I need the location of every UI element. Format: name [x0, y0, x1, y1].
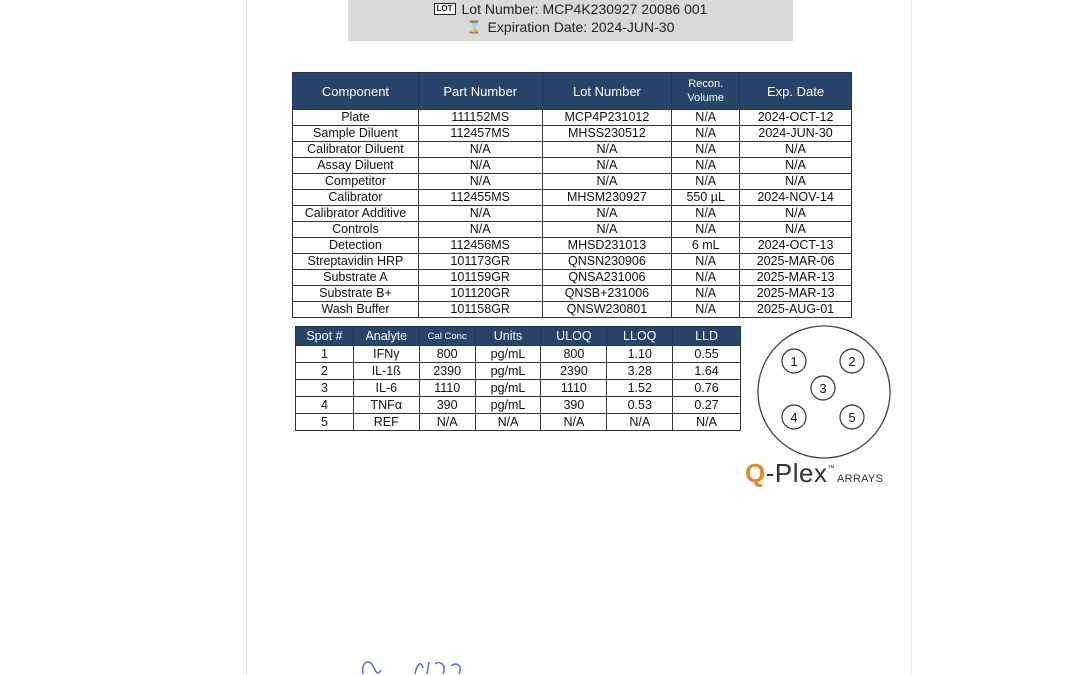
cell-lot-number: QNSN230906 — [542, 254, 672, 270]
cell-spot: 4 — [296, 397, 354, 414]
cell-part-number: N/A — [418, 142, 542, 158]
cell-recon-volume: N/A — [672, 254, 740, 270]
cell-cal-conc: 800 — [419, 346, 475, 363]
component-row — [293, 254, 852, 270]
header-lot-number: Lot Number — [542, 73, 672, 110]
cell-lot-number: N/A — [542, 222, 672, 238]
cell-component: Streptavidin HRP — [293, 254, 419, 270]
cell-part-number: N/A — [418, 174, 542, 190]
lot-number-line — [348, 0, 793, 18]
cell-spot: 5 — [296, 414, 354, 431]
cell-component: Detection — [293, 238, 419, 254]
cell-recon-volume: N/A — [672, 286, 740, 302]
cell-lld: N/A — [673, 414, 741, 431]
cell-recon-volume: N/A — [672, 222, 740, 238]
cell-lot-number: N/A — [542, 206, 672, 222]
cell-recon-volume: N/A — [672, 126, 740, 142]
cell-uloq: 390 — [541, 397, 607, 414]
cell-component: Calibrator Additive — [293, 206, 419, 222]
cell-component: Controls — [293, 222, 419, 238]
component-row — [293, 190, 852, 206]
cell-lot-number: QNSW230801 — [542, 302, 672, 318]
header-lloq: LLOQ — [607, 327, 673, 346]
cell-exp-date: N/A — [740, 174, 852, 190]
cell-recon-volume: N/A — [672, 158, 740, 174]
header-cal-conc: Cal Conc — [419, 327, 475, 346]
header-recon-volume: Recon. Volume — [672, 73, 740, 110]
component-row — [293, 222, 852, 238]
cell-part-number: N/A — [418, 206, 542, 222]
cell-units: N/A — [475, 414, 541, 431]
cell-cal-conc: N/A — [419, 414, 475, 431]
cell-uloq: 800 — [541, 346, 607, 363]
cell-lot-number: MHSM230927 — [542, 190, 672, 206]
cell-exp-date: 2025-MAR-06 — [740, 254, 852, 270]
component-row — [293, 158, 852, 174]
spot-row — [296, 363, 741, 380]
cell-component: Substrate B+ — [293, 286, 419, 302]
cell-component: Assay Diluent — [293, 158, 419, 174]
cell-uloq: N/A — [541, 414, 607, 431]
cell-exp-date: 2024-JUN-30 — [740, 126, 852, 142]
cell-lld: 0.27 — [673, 397, 741, 414]
cell-component: Competitor — [293, 174, 419, 190]
cell-units: pg/mL — [475, 363, 541, 380]
cell-lot-number: MCP4P231012 — [542, 110, 672, 126]
spots-header-row — [296, 327, 741, 346]
logo-arrays: ARRAYS — [836, 473, 884, 485]
qplex-logo — [745, 458, 883, 489]
cell-lld: 1.64 — [673, 363, 741, 380]
header-lld: LLD — [673, 327, 741, 346]
lot-info-header — [348, 0, 793, 41]
cell-spot: 3 — [296, 380, 354, 397]
spot-label-2: 2 — [848, 354, 856, 369]
cell-lot-number: N/A — [542, 158, 672, 174]
spot-row — [296, 380, 741, 397]
cell-exp-date: 2024-NOV-14 — [740, 190, 852, 206]
cell-lld: 0.55 — [673, 346, 741, 363]
cell-analyte: IL-6 — [353, 380, 419, 397]
spot-label-4: 4 — [790, 410, 798, 425]
logo-plex: -Plex — [765, 458, 828, 488]
expiration-line — [348, 18, 793, 36]
cell-analyte: REF — [353, 414, 419, 431]
cell-units: pg/mL — [475, 397, 541, 414]
spot-label-5: 5 — [848, 410, 856, 425]
spot-label-3: 3 — [819, 381, 827, 396]
cell-part-number: 111152MS — [418, 110, 542, 126]
cell-part-number: 112456MS — [418, 238, 542, 254]
cell-lot-number: N/A — [542, 174, 672, 190]
cell-exp-date: 2025-AUG-01 — [740, 302, 852, 318]
component-row — [293, 270, 852, 286]
cell-lld: 0.76 — [673, 380, 741, 397]
cell-component: Sample Diluent — [293, 126, 419, 142]
cell-part-number: 101159GR — [418, 270, 542, 286]
header-analyte: Analyte — [353, 327, 419, 346]
cell-recon-volume: N/A — [672, 206, 740, 222]
cell-part-number: N/A — [418, 222, 542, 238]
cell-part-number: 101120GR — [418, 286, 542, 302]
cell-lot-number: MHSS230512 — [542, 126, 672, 142]
cell-component: Plate — [293, 110, 419, 126]
cell-recon-volume: N/A — [672, 270, 740, 286]
cell-exp-date: N/A — [740, 142, 852, 158]
component-row — [293, 286, 852, 302]
cell-exp-date: 2025-MAR-13 — [740, 286, 852, 302]
component-row — [293, 142, 852, 158]
components-header-row — [293, 73, 852, 110]
cell-analyte: IFNγ — [353, 346, 419, 363]
cell-recon-volume: N/A — [672, 302, 740, 318]
cell-uloq: 2390 — [541, 363, 607, 380]
component-row — [293, 206, 852, 222]
logo-q: Q — [745, 458, 766, 488]
expiration-date-text: Expiration Date: 2024-JUN-30 — [487, 19, 675, 35]
cell-analyte: TNFα — [353, 397, 419, 414]
cell-lot-number: MHSD231013 — [542, 238, 672, 254]
cell-lloq: 0.53 — [607, 397, 673, 414]
cell-lloq: 1.52 — [607, 380, 673, 397]
cell-exp-date: 2024-OCT-13 — [740, 238, 852, 254]
component-row — [293, 302, 852, 318]
cell-part-number: 112457MS — [418, 126, 542, 142]
spots-body — [296, 346, 741, 431]
cell-component: Calibrator — [293, 190, 419, 206]
logo-trademark: ™ — [827, 465, 835, 472]
cell-exp-date: N/A — [740, 206, 852, 222]
header-uloq: ULOQ — [541, 327, 607, 346]
component-row — [293, 174, 852, 190]
spot-row — [296, 346, 741, 363]
cell-component: Wash Buffer — [293, 302, 419, 318]
cell-lot-number: QNSA231006 — [542, 270, 672, 286]
cell-component: Substrate A — [293, 270, 419, 286]
cell-recon-volume: N/A — [672, 142, 740, 158]
spot-label-1: 1 — [790, 354, 798, 369]
signature-scribble — [355, 652, 515, 675]
components-body — [293, 110, 852, 318]
cell-lot-number: N/A — [542, 142, 672, 158]
component-row — [293, 238, 852, 254]
cell-part-number: N/A — [418, 158, 542, 174]
cell-part-number: 101158GR — [418, 302, 542, 318]
cell-lloq: N/A — [607, 414, 673, 431]
cell-exp-date: N/A — [740, 158, 852, 174]
header-exp-date: Exp. Date — [740, 73, 852, 110]
hourglass-icon: ⌛ — [466, 20, 482, 34]
cell-recon-volume: N/A — [672, 110, 740, 126]
cell-exp-date: N/A — [740, 222, 852, 238]
cell-recon-volume: 6 mL — [672, 238, 740, 254]
cell-spot: 2 — [296, 363, 354, 380]
component-row — [293, 110, 852, 126]
lot-icon: LOT — [434, 3, 456, 15]
cell-analyte: IL-1ß — [353, 363, 419, 380]
spot-row — [296, 414, 741, 431]
cell-units: pg/mL — [475, 346, 541, 363]
cell-uloq: 1110 — [541, 380, 607, 397]
cell-spot: 1 — [296, 346, 354, 363]
cell-cal-conc: 390 — [419, 397, 475, 414]
cell-lloq: 1.10 — [607, 346, 673, 363]
cell-part-number: 112455MS — [418, 190, 542, 206]
cell-cal-conc: 2390 — [419, 363, 475, 380]
spot-row — [296, 397, 741, 414]
cell-units: pg/mL — [475, 380, 541, 397]
header-units: Units — [475, 327, 541, 346]
cell-exp-date: 2025-MAR-13 — [740, 270, 852, 286]
header-spot: Spot # — [296, 327, 354, 346]
cell-part-number: 101173GR — [418, 254, 542, 270]
spots-table — [295, 326, 741, 431]
lot-number-text: Lot Number: MCP4K230927 20086 001 — [461, 1, 708, 17]
cell-lot-number: QNSB+231006 — [542, 286, 672, 302]
components-table — [292, 72, 852, 318]
header-component: Component — [293, 73, 419, 110]
cell-recon-volume: 550 µL — [672, 190, 740, 206]
cell-component: Calibrator Diluent — [293, 142, 419, 158]
header-part-number: Part Number — [418, 73, 542, 110]
component-row — [293, 126, 852, 142]
cell-recon-volume: N/A — [672, 174, 740, 190]
well-spot-diagram — [755, 323, 893, 461]
cell-exp-date: 2024-OCT-12 — [740, 110, 852, 126]
cell-lloq: 3.28 — [607, 363, 673, 380]
cell-cal-conc: 1110 — [419, 380, 475, 397]
